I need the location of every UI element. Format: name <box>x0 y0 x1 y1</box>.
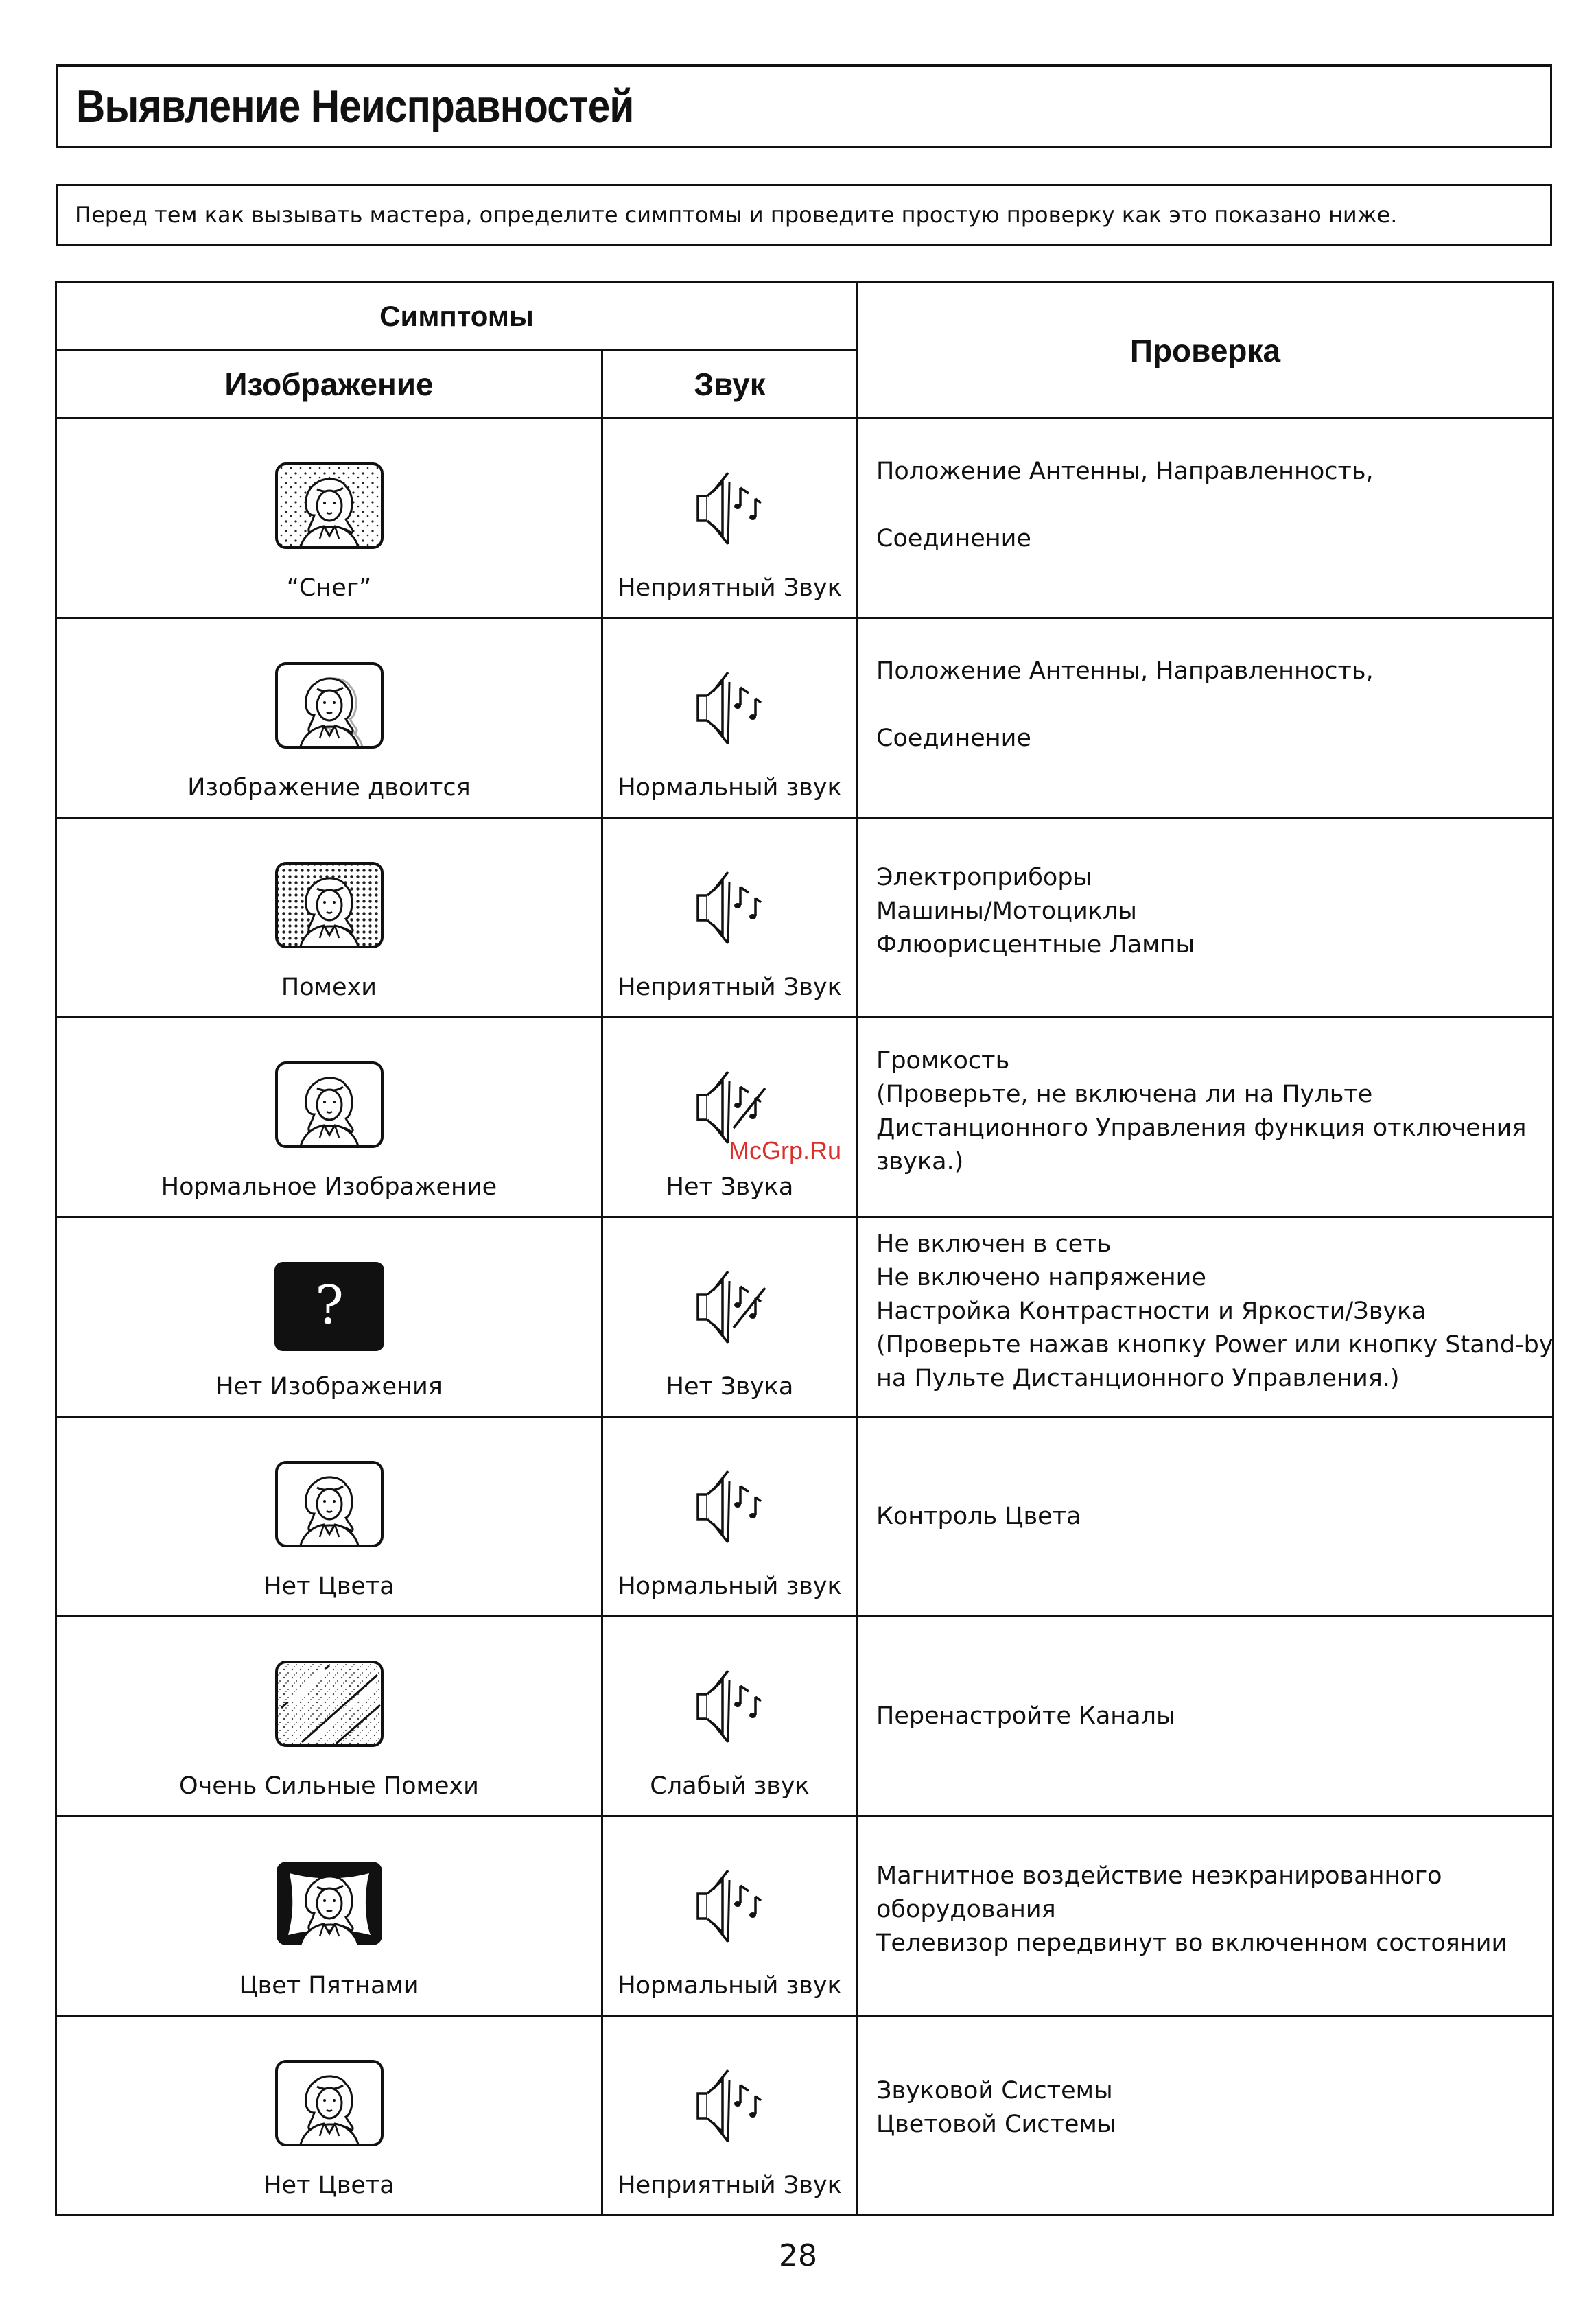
image-symptom: Изображение двоится <box>187 774 471 801</box>
check-line: Положение Антенны, Направленность, <box>876 657 1374 685</box>
check-line: Не включено напряжение <box>876 1264 1206 1291</box>
check-text <box>858 1418 1552 1615</box>
header-symptoms: Симптомы <box>56 283 858 351</box>
check-line: Электроприборы <box>876 864 1092 891</box>
check-line: Соединение <box>876 525 1031 552</box>
check-line: Звуковой Системы <box>876 2077 1113 2104</box>
image-symptom: Очень Сильные Помехи <box>179 1772 479 1800</box>
table-row <box>56 1816 1553 2016</box>
interference-picture-icon <box>274 861 384 949</box>
check-line: Телевизор передвинут во включенном состоянии <box>876 1929 1507 1957</box>
sound-symptom: Неприятный Звук <box>618 574 842 602</box>
table-row <box>56 419 1553 618</box>
snow-picture-icon <box>274 462 384 550</box>
speaker-music-icon <box>692 467 768 550</box>
check-text <box>858 1817 1552 1960</box>
table-row <box>56 818 1553 1018</box>
image-symptom: Нет Изображения <box>215 1373 443 1400</box>
header-check: Проверка <box>858 283 1553 419</box>
page-title: Выявление Неисправностей <box>76 80 634 132</box>
sound-symptom: Нормальный звук <box>618 1972 842 1999</box>
table-row <box>56 1217 1553 1417</box>
sound-symptom: Нет Звука <box>666 1373 794 1400</box>
check-line: (Проверьте, не включена ли на Пульте <box>876 1081 1373 1108</box>
check-text <box>858 1617 1552 1815</box>
check-line: Не включен в сеть <box>876 1230 1112 1258</box>
sound-symptom: Нормальный звук <box>618 1573 842 1600</box>
sound-symptom: Нормальный звук <box>618 774 842 801</box>
intro-text: Перед тем как вызывать мастера, определите симптомы и проведите простую проверку как это показано ниже. <box>75 202 1398 228</box>
table-row <box>56 1617 1553 1816</box>
no-picture-icon <box>273 1260 386 1352</box>
check-line: Магнитное воздействие неэкранированного <box>876 1862 1442 1890</box>
image-symptom: Нормальное Изображение <box>161 1173 497 1201</box>
sound-symptom: Неприятный Звук <box>618 2172 842 2199</box>
ghost-picture-icon <box>274 661 384 749</box>
image-symptom: “Снег” <box>286 574 372 602</box>
speaker-muted-icon <box>692 1266 768 1348</box>
speaker-music-icon <box>692 1466 768 1548</box>
header-image: Изображение <box>56 351 602 419</box>
header-sound: Звук <box>602 351 858 419</box>
sound-symptom: Неприятный Звук <box>618 974 842 1001</box>
check-line: на Пульте Дистанционного Управления.) <box>876 1365 1400 1392</box>
check-line: звука.) <box>876 1148 964 1175</box>
check-text <box>858 2017 1552 2142</box>
heavy-interference-picture-icon <box>274 1660 384 1748</box>
sound-symptom: Нет Звука <box>666 1173 794 1201</box>
color-patches-picture-icon <box>274 1860 384 1947</box>
speaker-music-icon <box>692 1665 768 1748</box>
sound-symptom: Слабый звук <box>650 1772 810 1800</box>
page-title-box <box>56 64 1552 148</box>
image-symptom: Нет Цвета <box>263 2172 395 2199</box>
check-line: Перенастройте Каналы <box>876 1702 1175 1730</box>
table-row <box>56 1018 1553 1217</box>
intro-box <box>56 184 1552 246</box>
normal-picture-icon <box>274 1061 384 1149</box>
table-row <box>56 2016 1553 2216</box>
check-text <box>858 819 1552 962</box>
check-text <box>858 419 1552 556</box>
troubleshooting-table <box>55 281 1554 2216</box>
speaker-music-icon <box>692 867 768 949</box>
check-line: Настройка Контрастности и Яркости/Звука <box>876 1298 1427 1325</box>
check-text <box>858 1018 1552 1179</box>
check-line: Дистанционного Управления функция отключения <box>876 1114 1527 1142</box>
check-line: Машины/Мотоциклы <box>876 898 1137 925</box>
check-line: Флюорисцентные Лампы <box>876 931 1195 959</box>
table-row <box>56 618 1553 818</box>
watermark: McGrp.Ru <box>729 1136 842 1164</box>
check-text <box>858 1218 1552 1396</box>
check-line: Громкость <box>876 1047 1010 1075</box>
image-symptom: Помехи <box>281 974 377 1001</box>
image-symptom: Цвет Пятнами <box>239 1972 419 1999</box>
speaker-music-icon <box>692 2065 768 2147</box>
check-line: Соединение <box>876 725 1031 752</box>
check-line: Контроль Цвета <box>876 1502 1081 1530</box>
page-number: 28 <box>779 2238 817 2273</box>
image-symptom: Нет Цвета <box>263 1573 395 1600</box>
check-line: Положение Антенны, Направленность, <box>876 458 1374 485</box>
speaker-music-icon <box>692 667 768 749</box>
check-line: Цветовой Системы <box>876 2111 1116 2138</box>
check-line: оборудования <box>876 1896 1056 1923</box>
check-text <box>858 619 1552 755</box>
no-color-picture-icon <box>274 2059 384 2147</box>
table-row <box>56 1417 1553 1617</box>
speaker-music-icon <box>692 1865 768 1947</box>
question-mark: ? <box>314 1275 344 1337</box>
no-color-picture-icon <box>274 1460 384 1548</box>
check-line: (Проверьте нажав кнопку Power или кнопку Stand-by <box>876 1331 1553 1359</box>
